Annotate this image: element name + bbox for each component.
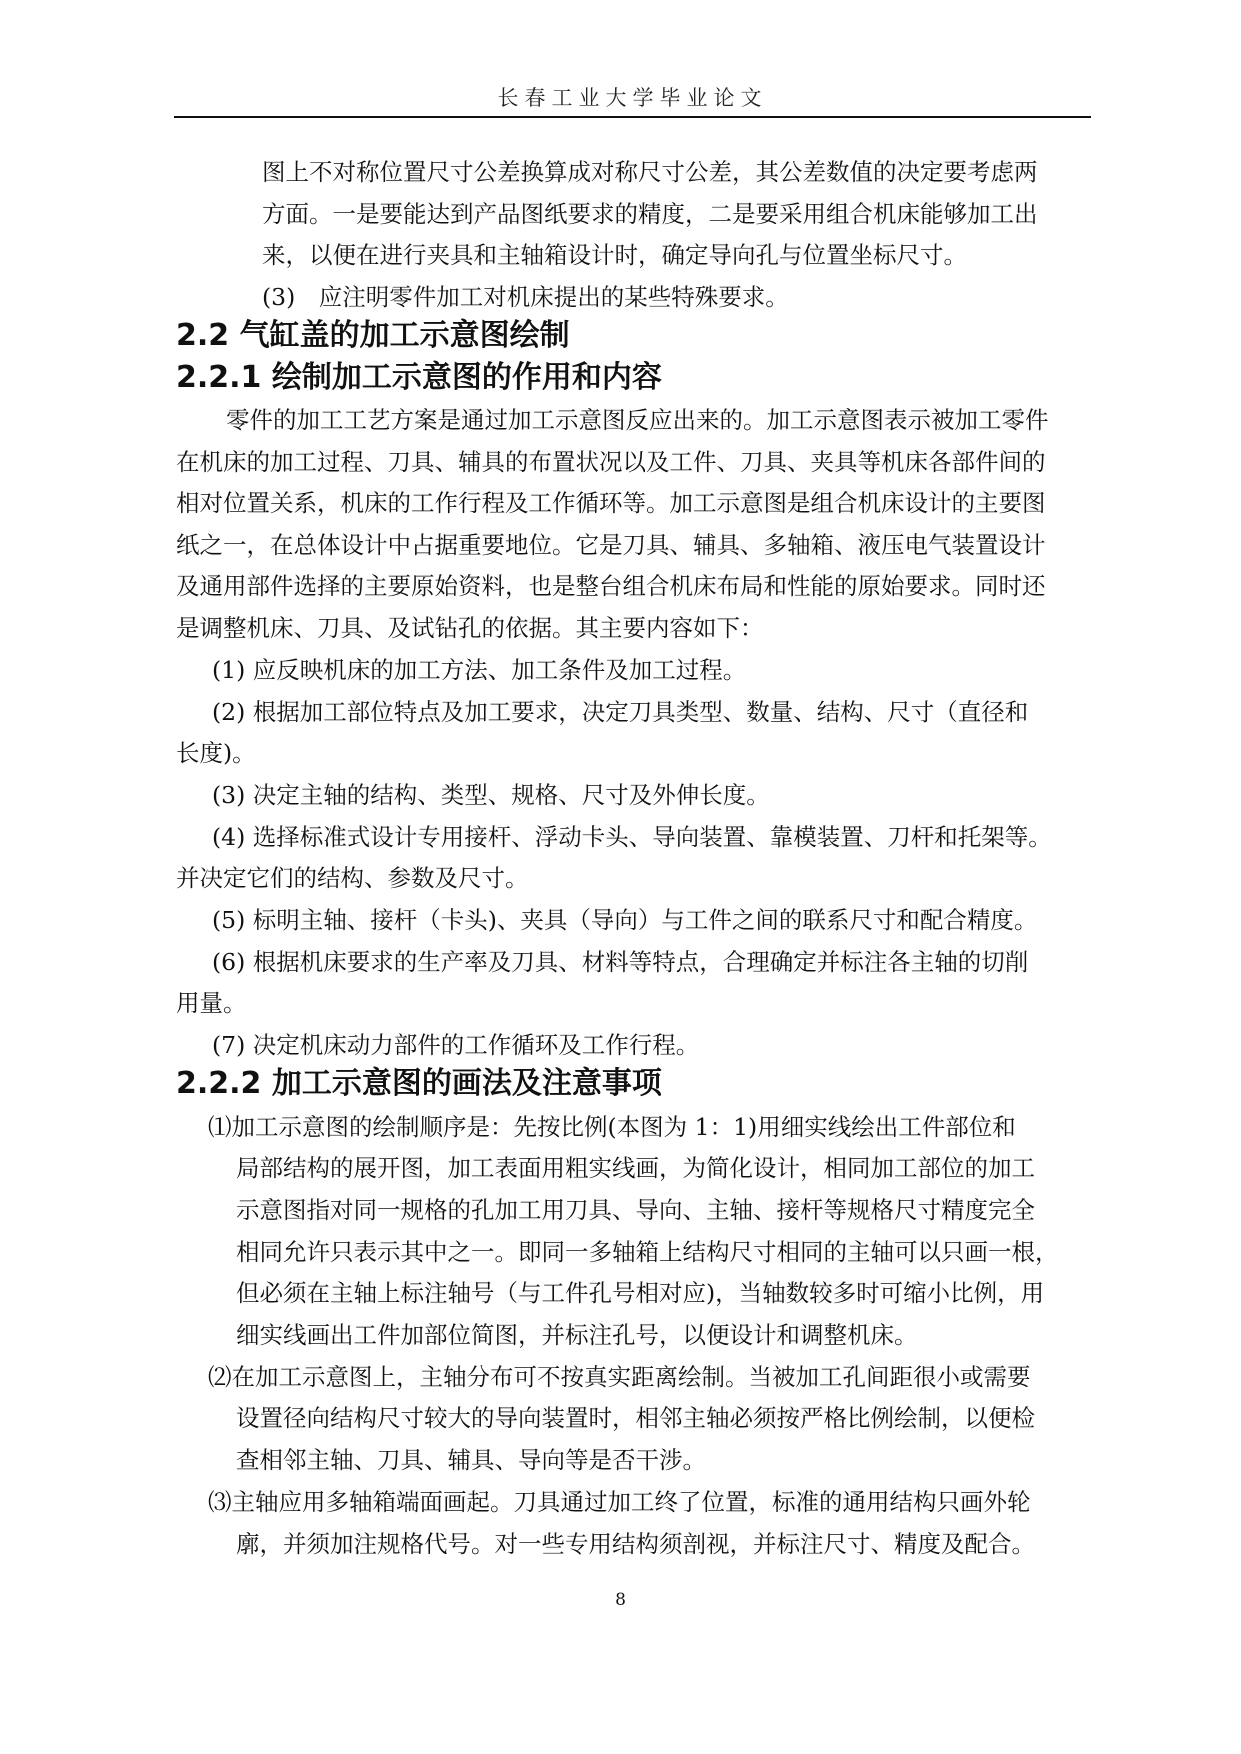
numbered-item: ⑴加工示意图的绘制顺序是：先按比例(本图为 1：1)用细实线绘出工件部位和 <box>208 1113 1016 1141</box>
header-rule <box>174 116 1091 118</box>
numbered-item-line: 相同允许只表示其中之一。即同一多轴箱上结构尺寸相同的主轴可以只画一根， <box>236 1238 1059 1266</box>
list-item: (4) 选择标准式设计专用接杆、浮动卡头、导向装置、靠模装置、刀杆和托架等。 <box>212 823 1052 851</box>
numbered-item-line: 设置径向结构尺寸较大的导向装置时，相邻主轴必须按严格比例绘制，以便检 <box>236 1404 1035 1432</box>
text-line: 来，以便在进行夹具和主轴箱设计时，确定导向孔与位置坐标尺寸。 <box>262 241 967 269</box>
numbered-item: ⑶主轴应用多轴箱端面画起。刀具通过加工终了位置，标准的通用结构只画外轮 <box>208 1488 1031 1516</box>
list-item: (1) 应反映机床的加工方法、加工条件及加工过程。 <box>212 656 747 684</box>
paragraph-line: 在机床的加工过程、刀具、辅具的布置状况以及工件、刀具、夹具等机床各部件间的 <box>176 448 1046 476</box>
text-line: 图上不对称位置尺寸公差换算成对称尺寸公差，其公差数值的决定要考虑两 <box>262 158 1038 186</box>
list-item: (2) 根据加工部位特点及加工要求，决定刀具类型、数量、结构、尺寸（直径和 <box>212 698 1029 726</box>
list-item-continuation: 长度)。 <box>176 739 256 767</box>
list-item: (3) 决定主轴的结构、类型、规格、尺寸及外伸长度。 <box>212 781 770 809</box>
paragraph-line: 相对位置关系，机床的工作行程及工作循环等。加工示意图是组合机床设计的主要图 <box>176 489 1046 517</box>
numbered-item-line: 局部结构的展开图，加工表面用粗实线画，为简化设计，相同加工部位的加工 <box>236 1154 1035 1182</box>
subsection-heading: 2.2.2 加工示意图的画法及注意事项 <box>176 1066 662 1101</box>
numbered-item-line: 廓，并须加注规格代号。对一些专用结构须剖视，并标注尺寸、精度及配合。 <box>236 1530 1035 1558</box>
running-header: 长春工业大学毕业论文 <box>497 86 768 110</box>
paragraph-line: 零件的加工工艺方案是通过加工示意图反应出来的。加工示意图表示被加工零件 <box>226 406 1049 434</box>
list-item: (3) 应注明零件加工对机床提出的某些特殊要求。 <box>262 283 789 311</box>
list-item: (5) 标明主轴、接杆（卡头)、夹具（导向）与工件之间的联系尺寸和配合精度。 <box>212 906 1038 934</box>
list-item: (6) 根据机床要求的生产率及刀具、材料等特点，合理确定并标注各主轴的切削 <box>212 948 1029 976</box>
numbered-item: ⑵在加工示意图上，主轴分布可不按真实距离绘制。当被加工孔间距很小或需要 <box>208 1363 1031 1391</box>
numbered-item-line: 查相邻主轴、刀具、辅具、导向等是否干涉。 <box>236 1446 706 1474</box>
section-heading: 2.2 气缸盖的加工示意图绘制 <box>176 318 570 353</box>
list-item-continuation: 并决定它们的结构、参数及尺寸。 <box>176 864 529 892</box>
paragraph-line: 是调整机床、刀具、及试钻孔的依据。其主要内容如下： <box>176 614 764 642</box>
text-line: 方面。一是要能达到产品图纸要求的精度，二是要采用组合机床能够加工出 <box>262 200 1038 228</box>
paragraph-line: 纸之一，在总体设计中占据重要地位。它是刀具、辅具、多轴箱、液压电气装置设计 <box>176 531 1046 559</box>
list-item-continuation: 用量。 <box>176 989 247 1017</box>
numbered-item-line: 示意图指对同一规格的孔加工用刀具、导向、主轴、接杆等规格尺寸精度完全 <box>236 1196 1035 1224</box>
paragraph-line: 及通用部件选择的主要原始资料，也是整台组合机床布局和性能的原始要求。同时还 <box>176 572 1046 600</box>
subsection-heading: 2.2.1 绘制加工示意图的作用和内容 <box>176 360 662 395</box>
list-item: (7) 决定机床动力部件的工作循环及工作行程。 <box>212 1031 700 1059</box>
numbered-item-line: 细实线画出工件加部位简图，并标注孔号，以便设计和调整机床。 <box>236 1321 918 1349</box>
page-number: 8 <box>615 1590 626 1610</box>
numbered-item-line: 但必须在主轴上标注轴号（与工件孔号相对应)，当轴数较多时可缩小比例，用 <box>236 1279 1045 1307</box>
